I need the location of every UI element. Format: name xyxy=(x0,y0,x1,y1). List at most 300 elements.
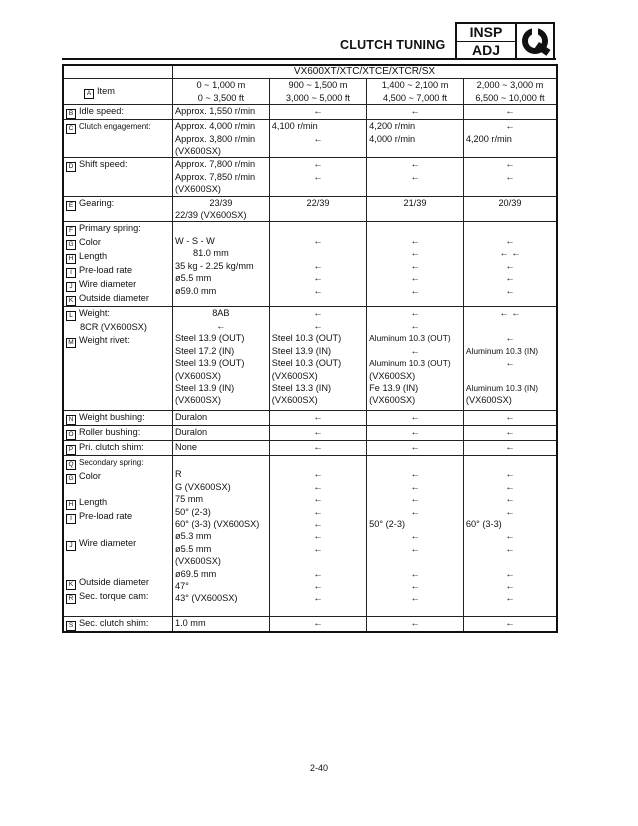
value-line: ← xyxy=(313,171,323,182)
value-cell xyxy=(367,307,464,410)
value-cell xyxy=(463,616,557,632)
value-line: 22/39 (VX600SX) xyxy=(174,210,247,221)
label-tag: R xyxy=(66,594,76,604)
value-line: (VX600SX) xyxy=(174,556,221,567)
value-line: ← ← xyxy=(499,248,521,259)
value-line: G (VX600SX) xyxy=(174,481,231,492)
value-line: None xyxy=(174,441,197,452)
label-text: Secondary spring: xyxy=(79,457,144,467)
item-label-line xyxy=(66,604,170,616)
value-line: Steel 17.2 (IN) xyxy=(174,345,235,356)
value-line: 60° (3-3) xyxy=(465,518,502,529)
item-label-line xyxy=(66,250,170,264)
item-label-cell xyxy=(63,410,172,425)
label-tag: B xyxy=(66,109,76,119)
label-tag: H xyxy=(66,254,76,264)
value-cell xyxy=(172,196,269,222)
value-line: Approx. 3,800 r/min xyxy=(174,133,256,144)
altitude-column-header: 0 ~ 1,000 m 0 ~ 3,500 ft xyxy=(172,79,269,105)
item-label-cell xyxy=(63,196,172,222)
item-label-cell xyxy=(63,455,172,616)
label-tag: K xyxy=(66,296,76,306)
value-line: ← xyxy=(313,260,323,271)
model-header: VX600XT/XTC/XTCE/XTCR/SX xyxy=(172,65,557,79)
value-line: (VX600SX) xyxy=(174,146,221,157)
value-line: ← xyxy=(313,568,323,579)
item-label-line xyxy=(66,470,170,484)
label-tag: S xyxy=(66,621,76,631)
value-line xyxy=(466,222,554,234)
page-title: CLUTCH TUNING xyxy=(340,38,446,52)
value-line: ← xyxy=(505,260,515,271)
label-tag: K xyxy=(66,580,76,590)
value-cell xyxy=(269,120,366,158)
value-line: ← xyxy=(505,531,515,542)
value-line: ← xyxy=(410,506,420,517)
header-rule xyxy=(62,58,556,60)
item-label-line xyxy=(66,590,170,604)
badge-insp-label: INSP xyxy=(457,24,515,42)
item-label-line xyxy=(66,411,170,425)
value-line: ← xyxy=(313,320,323,331)
item-label-line xyxy=(66,307,170,321)
value-line: ← xyxy=(410,273,420,284)
value-cell xyxy=(172,410,269,425)
value-line: ← xyxy=(505,333,515,344)
item-label-line xyxy=(66,576,170,590)
item-label-cell xyxy=(63,105,172,120)
value-line: 4,000 r/min xyxy=(369,133,416,144)
item-label-line xyxy=(66,563,170,575)
item-label-cell xyxy=(63,222,172,307)
item-label-cell xyxy=(63,158,172,196)
label-text: Weight rivet: xyxy=(79,334,130,345)
value-line: Steel 10.3 (OUT) xyxy=(271,358,342,369)
value-line: 23/39 xyxy=(209,197,233,208)
item-label-line xyxy=(66,441,170,455)
value-cell xyxy=(269,307,366,410)
value-line: Steel 13.9 (OUT) xyxy=(174,358,245,369)
value-line: (VX600SX) xyxy=(465,395,512,406)
value-line: 35 kg - 2.25 kg/mm xyxy=(174,260,254,271)
page-number: 2-40 xyxy=(309,763,328,773)
label-text: Shift speed: xyxy=(79,159,128,170)
label-tag: D xyxy=(66,162,76,172)
label-tag: N xyxy=(66,415,76,425)
table-row xyxy=(63,222,557,307)
value-line: ← ← xyxy=(499,308,521,319)
clutch-tuning-table xyxy=(62,64,558,633)
value-line: Aluminum 10.3 (IN) xyxy=(465,382,539,393)
value-line: R xyxy=(174,469,182,480)
value-line: Aluminum 10.3 (OUT) xyxy=(369,333,451,344)
label-tag: H xyxy=(66,500,76,510)
item-label-line xyxy=(66,236,170,250)
value-line: ← xyxy=(410,568,420,579)
label-text: Weight: xyxy=(79,308,110,319)
value-line: ← xyxy=(410,481,420,492)
value-line: ← xyxy=(505,593,515,604)
item-label-line xyxy=(66,348,170,360)
value-line: ← xyxy=(313,543,323,554)
value-cell xyxy=(269,410,366,425)
value-line: (VX600SX) xyxy=(271,370,318,381)
item-label-cell xyxy=(63,120,172,158)
item-label-line xyxy=(66,617,170,631)
label-tag: J xyxy=(66,541,76,551)
value-line: ← xyxy=(410,617,420,628)
label-text: Outside diameter xyxy=(79,293,149,304)
value-line: ← xyxy=(505,441,515,452)
value-cell xyxy=(172,440,269,455)
value-cell xyxy=(367,222,464,307)
value-line: ← xyxy=(313,235,323,246)
table-row xyxy=(63,307,557,410)
value-line: Aluminum 10.3 (OUT) xyxy=(369,358,451,369)
value-cell xyxy=(367,158,464,196)
item-label-line xyxy=(66,105,170,119)
label-tag: L xyxy=(66,311,76,321)
label-text: Idle speed: xyxy=(79,106,124,117)
value-line: Approx. 7,850 r/min xyxy=(174,171,256,182)
value-line: ← xyxy=(410,106,420,117)
item-label-line xyxy=(66,222,170,236)
value-cell xyxy=(269,440,366,455)
label-text: Length xyxy=(79,251,108,262)
value-cell xyxy=(172,455,269,616)
value-cell xyxy=(463,440,557,455)
value-line: Fe 13.9 (IN) xyxy=(369,382,419,393)
item-label-line xyxy=(66,496,170,510)
value-line: 8AB xyxy=(212,308,230,319)
label-text: Color xyxy=(79,470,101,481)
value-line: ø5.3 mm xyxy=(174,531,212,542)
item-label-line xyxy=(66,510,170,524)
value-line: ← xyxy=(410,593,420,604)
value-cell xyxy=(367,105,464,120)
value-line: Aluminum 10.3 (IN) xyxy=(465,345,539,356)
value-line: ← xyxy=(313,469,323,480)
value-line: ← xyxy=(410,235,420,246)
value-line: ← xyxy=(505,273,515,284)
value-line: (VX600SX) xyxy=(369,395,416,406)
value-line: ← xyxy=(216,320,226,331)
value-line: ← xyxy=(313,494,323,505)
value-cell xyxy=(463,307,557,410)
value-line: Approx. 7,800 r/min xyxy=(174,159,256,170)
value-line: ← xyxy=(505,543,515,554)
value-line: ø69.5 mm xyxy=(174,568,217,579)
value-line: 1.0 mm xyxy=(174,617,206,628)
item-label-line xyxy=(66,385,170,397)
value-line xyxy=(369,555,461,567)
label-text: Wire diameter xyxy=(79,537,137,548)
table-row xyxy=(63,410,557,425)
value-cell xyxy=(463,425,557,440)
value-line: ← xyxy=(410,345,420,356)
value-cell xyxy=(367,616,464,632)
value-line: ← xyxy=(410,531,420,542)
label-text: Clutch engagement: xyxy=(79,122,151,132)
value-cell xyxy=(172,158,269,196)
value-line: ← xyxy=(410,543,420,554)
value-line xyxy=(175,222,267,234)
value-cell xyxy=(463,410,557,425)
value-line: ← xyxy=(410,411,420,422)
item-label-line xyxy=(66,120,170,134)
label-text: Sec. clutch shim: xyxy=(79,617,149,628)
altitude-column-header: 2,000 ~ 3,000 m 6,500 ~ 10,000 ft xyxy=(463,79,557,105)
value-line: (VX600SX) xyxy=(369,370,416,381)
altitude-column-header: 1,400 ~ 2,100 m 4,500 ~ 7,000 ft xyxy=(367,79,464,105)
item-label-line xyxy=(66,334,170,348)
value-line: ← xyxy=(313,518,323,529)
item-label-line xyxy=(66,551,170,563)
value-line: Steel 10.3 (OUT) xyxy=(271,333,342,344)
value-line: 4,100 r/min xyxy=(271,121,318,132)
value-line xyxy=(466,456,554,468)
value-line: ← xyxy=(505,106,515,117)
value-line: ← xyxy=(313,617,323,628)
value-cell xyxy=(463,158,557,196)
label-tag: E xyxy=(66,201,76,211)
item-label-cell xyxy=(63,307,172,410)
value-line xyxy=(369,222,461,234)
item-label-line xyxy=(66,537,170,551)
badge-adj-label: ADJ xyxy=(471,41,500,58)
value-line: 21/39 xyxy=(403,197,427,208)
value-line: ← xyxy=(313,426,323,437)
value-line: 81.0 mm xyxy=(192,248,229,259)
value-line: ← xyxy=(505,426,515,437)
value-line: ← xyxy=(410,469,420,480)
label-tag: G xyxy=(66,240,76,250)
label-text: Roller bushing: xyxy=(79,426,141,437)
value-line: W - S - W xyxy=(174,235,215,246)
value-line xyxy=(175,456,267,468)
item-label-cell xyxy=(63,616,172,632)
value-line xyxy=(272,222,364,234)
item-header xyxy=(63,79,172,105)
label-tag: I xyxy=(66,268,76,278)
value-line: 22/39 xyxy=(306,197,330,208)
value-cell xyxy=(269,616,366,632)
value-line: 43° (VX600SX) xyxy=(174,593,238,604)
label-tag: F xyxy=(66,226,76,236)
value-cell xyxy=(463,455,557,616)
value-line: ø59.0 mm xyxy=(174,285,217,296)
value-line: 50° (2-3) xyxy=(174,506,211,517)
value-cell xyxy=(172,425,269,440)
item-label-cell xyxy=(63,425,172,440)
value-cell xyxy=(172,222,269,307)
label-text: Wire diameter xyxy=(79,279,137,290)
label-tag: C xyxy=(66,124,76,134)
value-cell xyxy=(172,307,269,410)
item-label-line xyxy=(66,484,170,496)
value-line: Approx. 1,550 r/min xyxy=(174,106,256,117)
value-line: (VX600SX) xyxy=(174,184,221,195)
value-line: ← xyxy=(505,171,515,182)
value-line: ← xyxy=(313,506,323,517)
value-cell xyxy=(367,196,464,222)
value-cell xyxy=(367,455,464,616)
value-line: ← xyxy=(313,411,323,422)
label-text: Length xyxy=(79,497,108,508)
value-line: ← xyxy=(410,441,420,452)
value-line: ← xyxy=(505,506,515,517)
value-line: ← xyxy=(410,248,420,259)
table-row xyxy=(63,616,557,632)
value-line: Approx. 4,000 r/min xyxy=(174,121,256,132)
value-line: ← xyxy=(505,580,515,591)
value-line: ← xyxy=(313,441,323,452)
value-cell xyxy=(269,105,366,120)
value-line: ← xyxy=(410,308,420,319)
value-line xyxy=(466,320,554,332)
label-text: Color xyxy=(79,237,101,248)
label-tag: O xyxy=(66,430,76,440)
table-row xyxy=(63,120,557,158)
value-line: ← xyxy=(410,159,420,170)
value-line: ← xyxy=(410,494,420,505)
value-line: ← xyxy=(505,469,515,480)
item-label-line xyxy=(66,398,170,410)
value-line xyxy=(466,555,554,567)
table-row xyxy=(63,105,557,120)
value-cell xyxy=(463,120,557,158)
value-line: ← xyxy=(313,106,323,117)
label-text: Gearing: xyxy=(79,197,115,208)
value-line: ← xyxy=(505,235,515,246)
value-line: ← xyxy=(505,358,515,369)
label-text: Primary spring: xyxy=(79,223,141,234)
value-line: ← xyxy=(505,159,515,170)
value-cell xyxy=(269,455,366,616)
table-row xyxy=(63,455,557,616)
label-tag: J xyxy=(66,282,76,292)
value-line: (VX600SX) xyxy=(271,395,318,406)
label-tag: G xyxy=(66,474,76,484)
value-line: Duralon xyxy=(174,426,208,437)
value-cell xyxy=(367,425,464,440)
altitude-column-header: 900 ~ 1,500 m 3,000 ~ 5,000 ft xyxy=(269,79,366,105)
value-line: Steel 13.9 (IN) xyxy=(174,382,235,393)
value-line: ← xyxy=(410,580,420,591)
value-line: 60° (3-3) (VX600SX) xyxy=(174,518,260,529)
value-line: Steel 13.9 (IN) xyxy=(271,345,332,356)
value-line: ← xyxy=(313,593,323,604)
value-line: ← xyxy=(505,285,515,296)
item-label-line xyxy=(66,264,170,278)
value-line: ø5.5 mm xyxy=(174,543,212,554)
table-corner xyxy=(63,65,172,79)
label-text: Pre-load rate xyxy=(79,511,133,522)
value-line: ← xyxy=(505,121,515,132)
value-line: ← xyxy=(505,494,515,505)
value-line: ← xyxy=(505,568,515,579)
value-line: ← xyxy=(505,617,515,628)
value-line: 4,200 r/min xyxy=(369,121,416,132)
value-line: 4,200 r/min xyxy=(465,133,512,144)
value-line: ← xyxy=(505,411,515,422)
item-label-line xyxy=(66,456,170,470)
label-text: Outside diameter xyxy=(79,576,149,587)
value-line: (VX600SX) xyxy=(174,370,221,381)
item-label: Item xyxy=(97,85,115,96)
table-row xyxy=(63,440,557,455)
item-label-line xyxy=(66,197,170,211)
value-line: 47° xyxy=(174,580,189,591)
value-line: ← xyxy=(313,580,323,591)
label-tag: M xyxy=(66,338,76,348)
label-text: Pre-load rate xyxy=(79,265,133,276)
item-label-line xyxy=(66,292,170,306)
value-line: 50° (2-3) xyxy=(369,518,406,529)
value-line: ← xyxy=(313,531,323,542)
value-line xyxy=(466,370,554,382)
value-cell xyxy=(172,120,269,158)
value-cell xyxy=(172,616,269,632)
value-cell xyxy=(463,105,557,120)
value-line: ← xyxy=(410,320,420,331)
item-label-line xyxy=(66,360,170,372)
value-line: ø5.5 mm xyxy=(174,273,212,284)
value-cell xyxy=(269,425,366,440)
item-label-line xyxy=(66,426,170,440)
insp-adj-badge xyxy=(455,22,555,60)
value-line xyxy=(272,247,364,259)
value-line: ← xyxy=(313,133,323,144)
label-text: 8CR (VX600SX) xyxy=(80,322,147,333)
value-line xyxy=(272,555,364,567)
label-tag: Q xyxy=(66,460,76,470)
value-line: ← xyxy=(313,481,323,492)
value-line: Steel 13.9 (OUT) xyxy=(174,333,245,344)
value-line: (VX600SX) xyxy=(174,395,221,406)
value-cell xyxy=(367,440,464,455)
table-row xyxy=(63,425,557,440)
value-line: ← xyxy=(410,171,420,182)
label-text: Sec. torque cam: xyxy=(79,590,149,601)
item-label-line xyxy=(66,321,170,333)
value-cell xyxy=(463,196,557,222)
value-cell xyxy=(269,222,366,307)
value-cell xyxy=(269,196,366,222)
value-line: ← xyxy=(410,260,420,271)
table-row xyxy=(63,196,557,222)
item-label-line xyxy=(66,278,170,292)
value-line: ← xyxy=(505,481,515,492)
value-line: ← xyxy=(313,159,323,170)
label-tag: I xyxy=(66,514,76,524)
table-row xyxy=(63,158,557,196)
item-label-cell xyxy=(63,440,172,455)
label-tag: P xyxy=(66,445,76,455)
value-cell xyxy=(463,222,557,307)
value-line: ← xyxy=(410,426,420,437)
item-label-line xyxy=(66,373,170,385)
value-line: Duralon xyxy=(174,411,208,422)
value-line: ← xyxy=(313,285,323,296)
value-line xyxy=(369,456,461,468)
value-cell xyxy=(367,120,464,158)
value-line: ← xyxy=(410,285,420,296)
value-line xyxy=(272,456,364,468)
value-line: Steel 13.3 (IN) xyxy=(271,382,332,393)
value-cell xyxy=(172,105,269,120)
value-cell xyxy=(269,158,366,196)
